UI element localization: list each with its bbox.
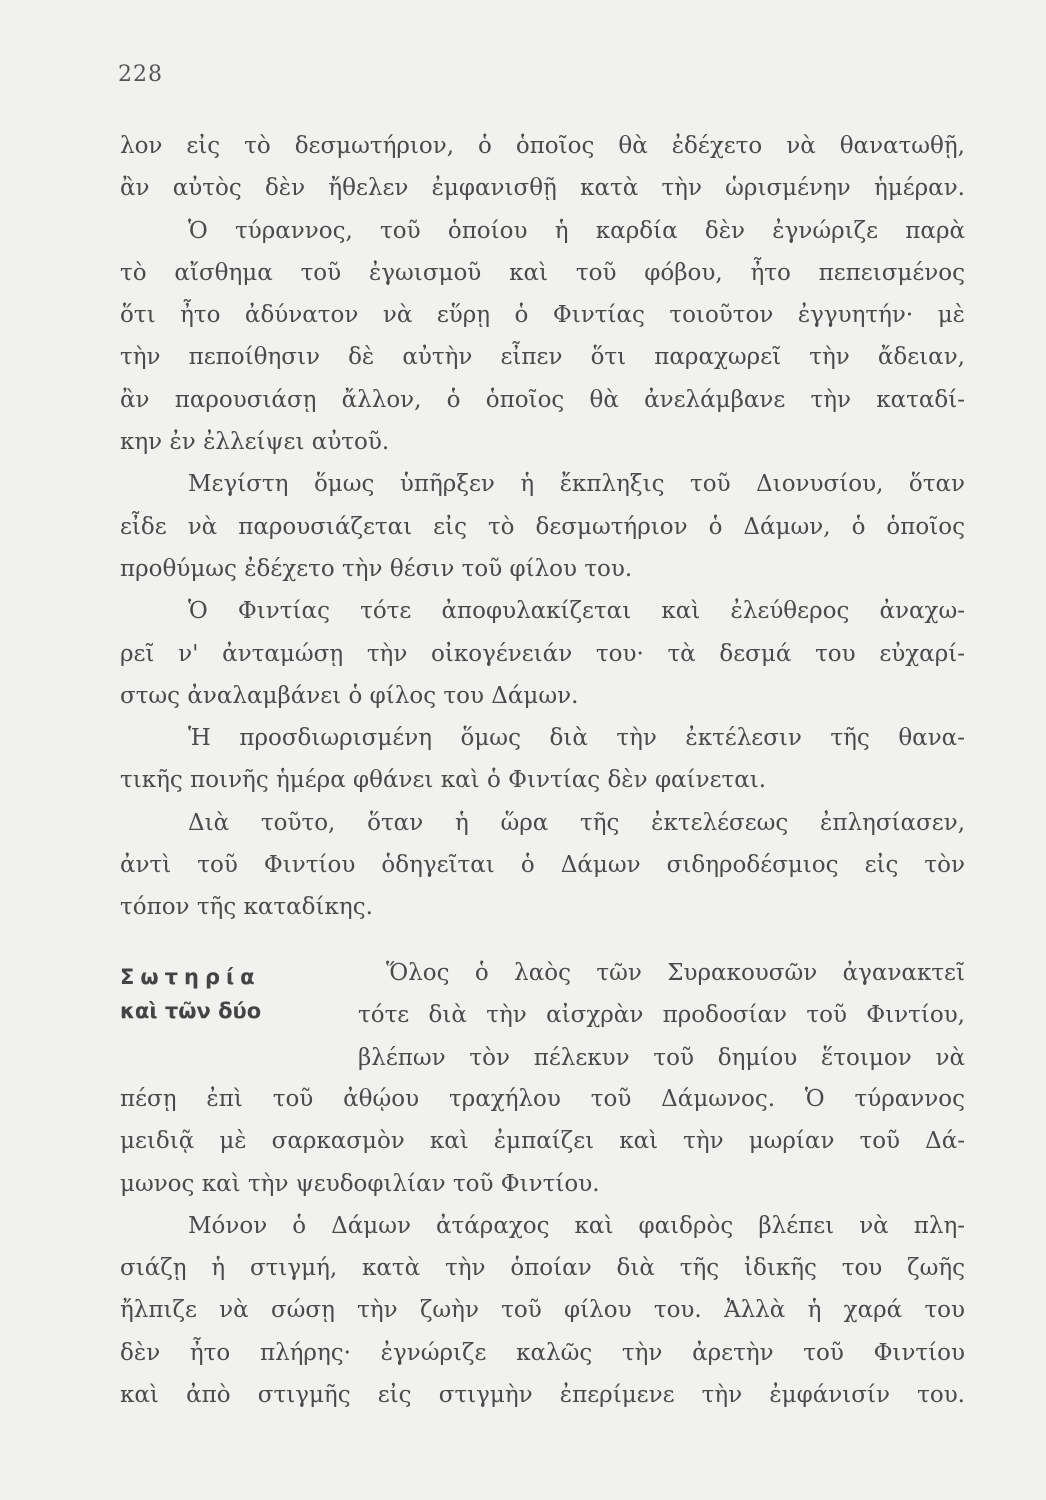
text-line: σιάζῃ ἡ στιγμή, κατὰ τὴν ὁποίαν διὰ τῆς ἰδικῆς του ζωῆς: [120, 1255, 965, 1282]
margin-heading: [120, 960, 310, 1028]
text-line: Ἡ προσδιωρισμένη ὅμως διὰ τὴν ἐκτέλεσιν τῆς θανα-: [188, 725, 965, 752]
text-line: ἂν αὐτὸς δὲν ἤθελεν ἐμφανισθῇ κατὰ τὴν ὡρισμένην ἡμέραν.: [120, 175, 965, 202]
text-line: ἀντὶ τοῦ Φιντίου ὁδηγεῖται ὁ Δάμων σιδηροδέσμιος εἰς τὸν: [120, 852, 965, 879]
text-line: ρεῖ ν' ἀνταμώσῃ τὴν οἰκογένειάν του· τὰ δεσμά του εὐχαρί-: [120, 640, 965, 667]
text-line: δὲν ἦτο πλήρης· ἐγνώριζε καλῶς τὴν ἀρετὴν τοῦ Φιντίου: [120, 1339, 965, 1366]
text-line: τότε διὰ τὴν αἰσχρὰν προδοσίαν τοῦ Φιντίου,: [358, 1002, 965, 1029]
text-line: Μόνον ὁ Δάμων ἀτάραχος καὶ φαιδρὸς βλέπει νὰ πλη-: [188, 1212, 965, 1239]
margin-heading-line-1: Σωτηρία: [120, 965, 261, 989]
main-text-beside-heading: [358, 952, 965, 1079]
text-line: τικῆς ποινῆς ἡμέρα φθάνει καὶ ὁ Φιντίας δὲν φαίνεται.: [120, 767, 767, 794]
text-line: προθύμως ἐδέχετο τὴν θέσιν τοῦ φίλου του.: [120, 555, 633, 582]
text-line: Διὰ τοῦτο, ὅταν ἡ ὥρα τῆς ἐκτελέσεως ἐπλησίασεν,: [188, 809, 965, 836]
text-line: ἤλπιζε νὰ σώσῃ τὴν ζωὴν τοῦ φίλου του. Ἀλλὰ ἡ χαρά του: [120, 1297, 965, 1324]
text-line: μωνος καὶ τὴν ψευδοφιλίαν τοῦ Φιντίου.: [120, 1170, 600, 1197]
text-line: βλέπων τὸν πέλεκυν τοῦ δημίου ἕτοιμον νὰ: [358, 1044, 965, 1071]
text-line: στως ἀναλαμβάνει ὁ φίλος του Δάμων.: [120, 682, 579, 709]
main-text-top: [120, 125, 965, 929]
text-line: ὅτι ἦτο ἀδύνατον νὰ εὕρῃ ὁ Φιντίας τοιοῦτον ἐγγυητήν· μὲ: [120, 302, 965, 329]
text-line: Ὁ Φιντίας τότε ἀποφυλακίζεται καὶ ἐλεύθερος ἀναχω-: [188, 598, 965, 625]
text-line: Ὁ τύραννος, τοῦ ὁποίου ἡ καρδία δὲν ἐγνώριζε παρὰ: [188, 217, 965, 244]
margin-heading-line-2: καὶ τῶν δύο: [120, 999, 262, 1023]
text-line: Ὅλος ὁ λαὸς τῶν Συρακουσῶν ἀγανακτεῖ: [386, 960, 965, 986]
text-line: πέσῃ ἐπὶ τοῦ ἀθῴου τραχήλου τοῦ Δάμωνος. Ὁ τύραννος: [120, 1086, 965, 1112]
page-number: 228: [118, 62, 163, 87]
text-line: τὴν πεποίθησιν δὲ αὐτὴν εἶπεν ὅτι παραχωρεῖ τὴν ἄδειαν,: [120, 344, 965, 371]
text-line: λον εἰς τὸ δεσμωτήριον, ὁ ὁποῖος θὰ ἐδέχετο νὰ θανατωθῇ,: [120, 133, 965, 159]
text-line: εἶδε νὰ παρουσιάζεται εἰς τὸ δεσμωτήριον ὁ Δάμων, ὁ ὁποῖος: [120, 513, 965, 540]
main-text-bottom: [120, 1078, 965, 1416]
text-line: καὶ ἀπὸ στιγμῆς εἰς στιγμὴν ἐπερίμενε τὴν ἐμφάνισίν του.: [120, 1382, 965, 1409]
text-line: μειδιᾷ μὲ σαρκασμὸν καὶ ἐμπαίζει καὶ τὴν μωρίαν τοῦ Δά-: [120, 1128, 965, 1155]
text-line: κην ἐν ἐλλείψει αὐτοῦ.: [120, 429, 390, 456]
text-line: τὸ αἴσθημα τοῦ ἐγωισμοῦ καὶ τοῦ φόβου, ἦτο πεπεισμένος: [120, 259, 965, 286]
text-line: ἂν παρουσιάσῃ ἄλλον, ὁ ὁποῖος θὰ ἀνελάμβανε τὴν καταδί-: [120, 386, 965, 413]
text-line: τόπον τῆς καταδίκης.: [120, 894, 373, 921]
text-line: Μεγίστη ὅμως ὑπῆρξεν ἡ ἔκπληξις τοῦ Διονυσίου, ὅταν: [188, 471, 965, 498]
